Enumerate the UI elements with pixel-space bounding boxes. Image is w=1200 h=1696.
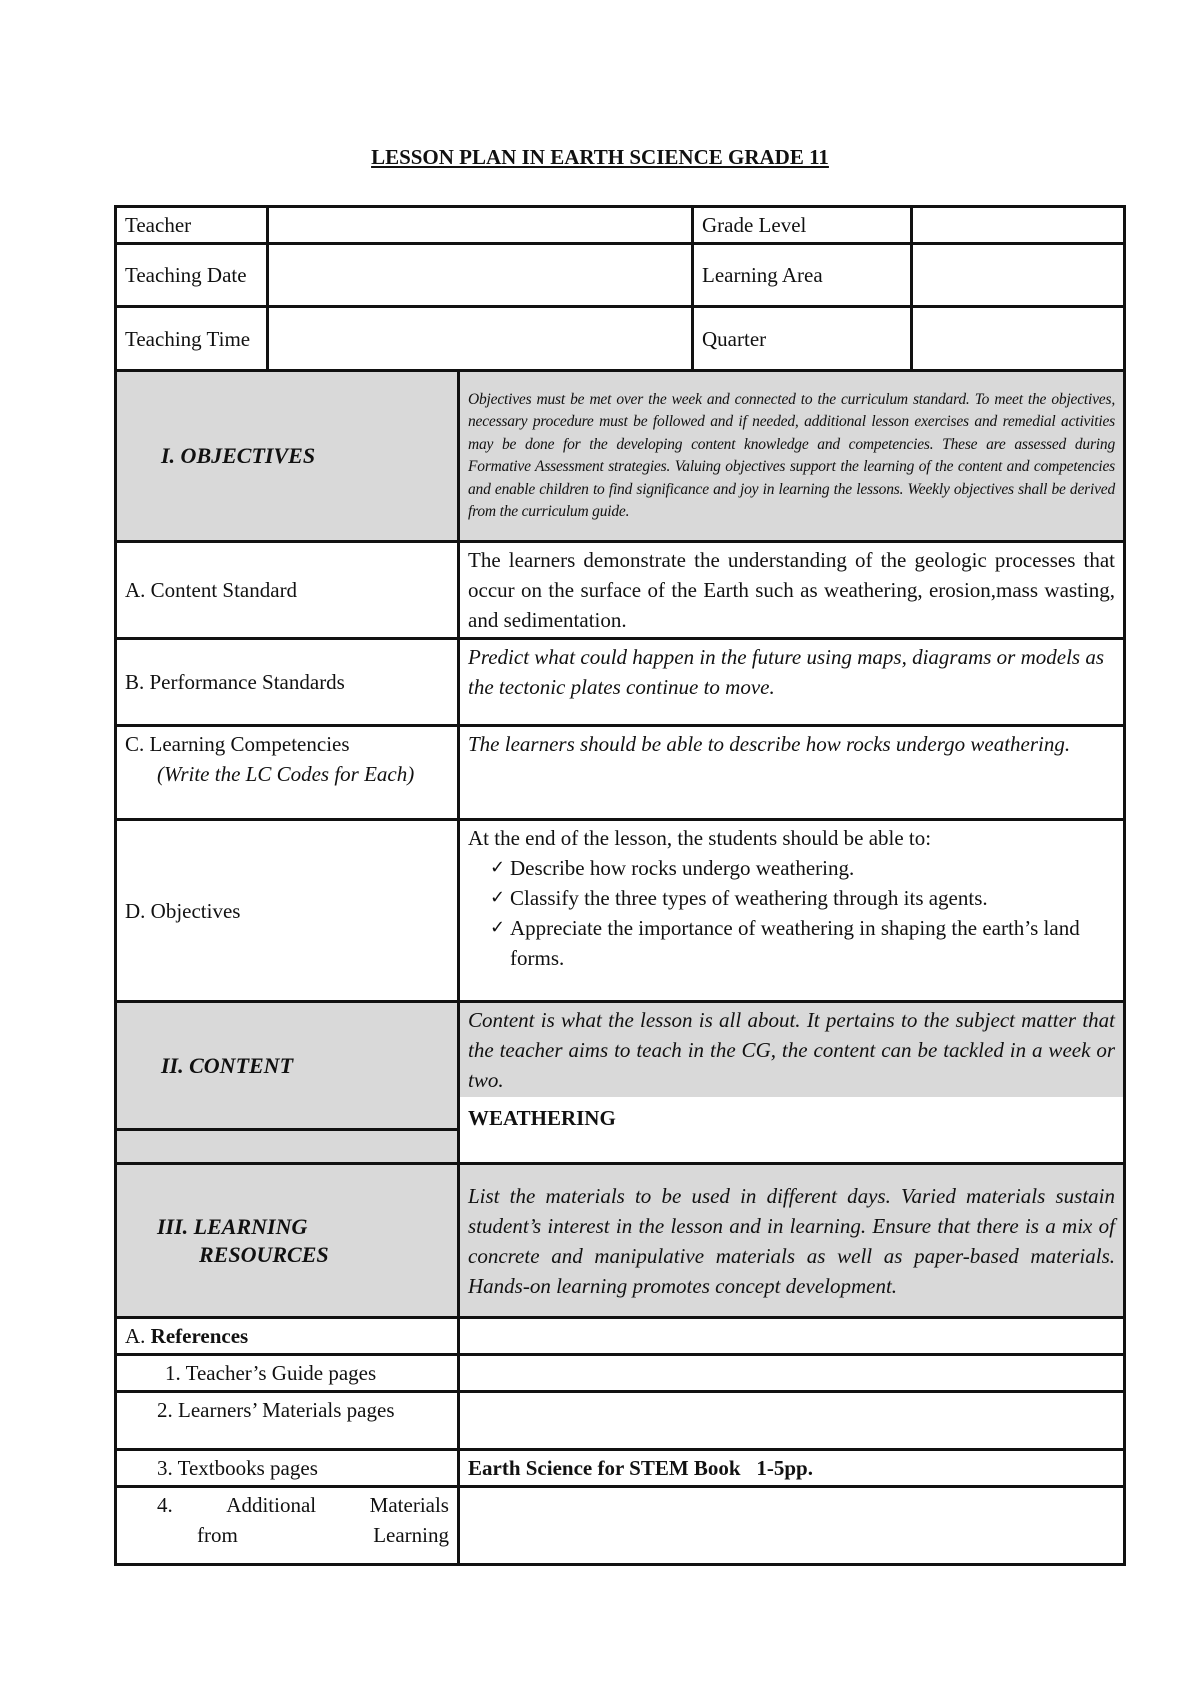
quarter-label: Quarter [693, 307, 912, 372]
additional-materials-num: 4. [157, 1493, 173, 1517]
learning-resources-heading-line2: RESOURCES [199, 1241, 329, 1267]
learning-resources-heading-line1: III. LEARNING [157, 1213, 308, 1239]
learning-area-label: Learning Area [693, 244, 912, 307]
learning-area-field[interactable] [912, 244, 1125, 307]
teaching-date-label: Teaching Date [116, 244, 268, 307]
teaching-time-label: Teaching Time [116, 307, 268, 372]
additional-materials-word4: Learning [373, 1523, 449, 1547]
d-objectives-list [468, 853, 1115, 973]
teachers-guide-label: 1. Teacher’s Guide pages [116, 1355, 459, 1392]
additional-materials-line2 [157, 1520, 449, 1550]
content-standard-label: A. Content Standard [116, 542, 459, 639]
grade-level-label: Grade Level [693, 207, 912, 244]
page-title: LESSON PLAN IN EARTH SCIENCE GRADE 11 [371, 145, 829, 169]
performance-standards-text: Predict what could happen in the future using maps, diagrams or models as the tectonic plates continue to move. [459, 639, 1125, 726]
learning-competencies-sublabel: (Write the LC Codes for Each) [157, 762, 415, 786]
additional-materials-word2: Materials [369, 1493, 449, 1517]
additional-materials-word1: Additional [226, 1493, 317, 1517]
objectives-heading: I. OBJECTIVES [116, 371, 459, 542]
quarter-field[interactable] [912, 307, 1125, 372]
content-note: Content is what the lesson is all about. It pertains to the subject matter that the teacher aims to teach in the CG, the content can be tackled in a week or two. [460, 1003, 1123, 1097]
teacher-label: Teacher [116, 207, 268, 244]
teacher-field[interactable] [268, 207, 693, 244]
learning-competencies-text: The learners should be able to describe how rocks undergo weathering. [459, 726, 1125, 820]
content-spacer [116, 1130, 459, 1164]
additional-materials-line1 [157, 1490, 449, 1520]
references-label: References [150, 1324, 249, 1348]
d-objectives-intro: At the end of the lesson, the students should be able to: [468, 826, 932, 850]
additional-materials-field[interactable] [459, 1487, 1125, 1565]
content-cell [459, 1002, 1125, 1164]
references-field[interactable] [459, 1318, 1125, 1355]
d-objectives-cell [459, 820, 1125, 1002]
learners-materials-field[interactable] [459, 1392, 1125, 1450]
list-item: ✓ Describe how rocks undergo weathering. [490, 853, 1115, 883]
references-prefix: A. [125, 1324, 146, 1348]
teacher-info-table [114, 205, 1126, 373]
content-topic: WEATHERING [468, 1106, 616, 1130]
additional-materials-label [116, 1487, 459, 1565]
teaching-date-field[interactable] [268, 244, 693, 307]
learners-materials-label: 2. Learners’ Materials pages [116, 1392, 459, 1450]
content-standard-text: The learners demonstrate the understanding of the geologic processes that occur on the surface of the Earth such as weathering, erosion,mass wasting, and sedimentation. [459, 542, 1125, 639]
learning-resources-note: List the materials to be used in different days. Varied materials sustain student’s interest in the lesson and in learning. Ensure that there is a mix of concrete and manipulative materials as well as paper-based materials. Hands-on learning promotes concept development. [459, 1164, 1125, 1318]
list-item: ✓ Classify the three types of weathering through its agents. [490, 883, 1115, 913]
teachers-guide-field[interactable] [459, 1355, 1125, 1392]
references-label-cell [116, 1318, 459, 1355]
list-item: ✓ Appreciate the importance of weathering in shaping the earth’s land forms. [490, 913, 1115, 973]
teaching-time-field[interactable] [268, 307, 693, 372]
additional-materials-word3: from [197, 1523, 238, 1547]
learning-resources-heading [116, 1164, 459, 1318]
d-objectives-label: D. Objectives [116, 820, 459, 1002]
content-heading: II. CONTENT [116, 1002, 459, 1130]
lesson-plan-table [114, 369, 1126, 1566]
learning-competencies-label: C. Learning Competencies [125, 732, 350, 756]
textbooks-label: 3. Textbooks pages [116, 1450, 459, 1487]
objectives-note: Objectives must be met over the week and connected to the curriculum standard. To meet the objectives, necessary procedure must be followed and if needed, additional lesson exercises and remedial activities may be done for the developing content knowledge and competencies. These are assessed during Formative Assessment strategies. Valuing objectives support the learning of the content and competencies and enable children to find significance and joy in learning the lessons. Weekly objectives shall be derived from the curriculum guide. [459, 371, 1125, 542]
learning-competencies-cell [116, 726, 459, 820]
performance-standards-label: B. Performance Standards [116, 639, 459, 726]
grade-level-field[interactable] [912, 207, 1125, 244]
textbooks-value: Earth Science for STEM Book 1-5pp. [459, 1450, 1125, 1487]
